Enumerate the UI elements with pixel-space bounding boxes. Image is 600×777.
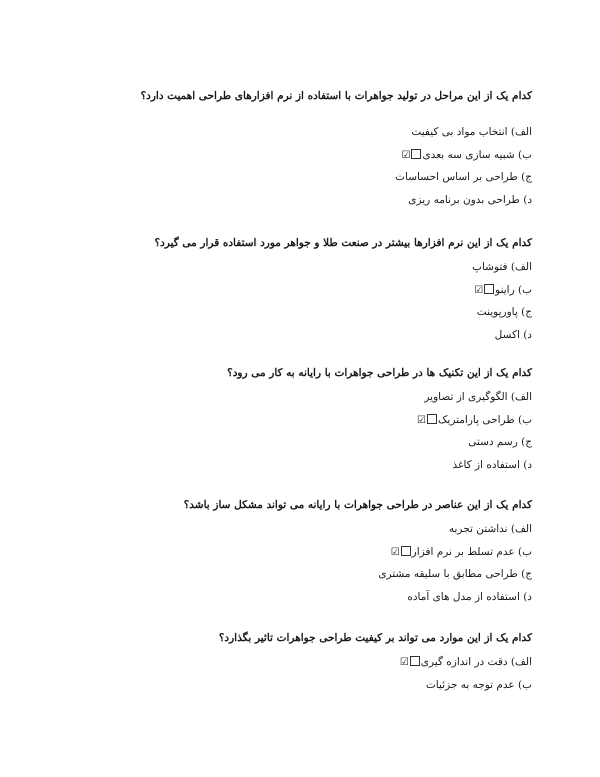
checked-box-icon: ☑ (399, 657, 409, 668)
option-c: ج) طراحی بر اساس احساسات (395, 171, 532, 183)
option-c: ج) پاورپوینت (476, 306, 532, 318)
option-b: ب) عدم توجه به جزئیات (425, 678, 532, 691)
question-1 (62, 89, 532, 215)
option-a: الف) فتوشاپ (472, 261, 532, 273)
empty-box-icon (411, 149, 421, 159)
checked-box-icon: ☑ (417, 414, 427, 426)
question-2 (62, 236, 532, 350)
checked-box-icon: ☑ (390, 546, 400, 558)
option-d: د) اکسل (494, 328, 532, 341)
question-4 (62, 498, 532, 612)
checked-box-icon: ☑ (474, 284, 484, 296)
empty-box-icon (427, 414, 437, 424)
question-3 (62, 366, 532, 480)
option-a: الف) دقت در اندازه گیری☑ (399, 656, 532, 668)
question-title: کدام یک از این تکنیک ها در طراحی جواهرات با رایانه به کار می رود؟ (227, 367, 532, 379)
option-c: ج) رسم دستی (468, 436, 532, 448)
question-5 (62, 631, 532, 700)
empty-box-icon (410, 656, 420, 666)
option-c: ج) طراحی مطابق با سلیقه مشتری (378, 568, 532, 580)
option-a: الف) نداشتن تجربه (448, 523, 532, 535)
option-b: ب) طراحی پارامتریک☑ (417, 413, 532, 426)
empty-box-icon (484, 284, 494, 294)
question-title: کدام یک از این مراحل در تولید جواهرات با استفاده از نرم افزارهای طراحی اهمیت دارد؟ (140, 90, 532, 102)
empty-box-icon (401, 546, 411, 556)
question-title: کدام یک از این موارد می تواند بر کیفیت طراحی جواهرات تاثیر بگذارد؟ (218, 632, 532, 644)
option-d: د) طراحی بدون برنامه ریزی (408, 193, 532, 206)
option-b: ب) راینو☑ (474, 283, 532, 296)
option-d: د) استفاده از مدل های آماده (407, 590, 532, 603)
question-title: کدام یک از این عناصر در طراحی جواهرات با رایانه می تواند مشکل ساز باشد؟ (183, 499, 532, 511)
option-a: الف) انتخاب مواد بی کیفیت (411, 126, 532, 138)
checked-box-icon: ☑ (401, 149, 411, 161)
question-title: کدام یک از این نرم افزارها بیشتر در صنعت طلا و جواهر مورد استفاده قرار می گیرد؟ (154, 237, 532, 249)
option-d: د) استفاده از کاغذ (452, 458, 532, 471)
option-b: ب) عدم تسلط بر نرم افزار☑ (390, 545, 532, 558)
option-a: الف) الگوگیری از تصاویر (424, 391, 532, 403)
option-b: ب) شبیه سازی سه بعدی☑ (401, 148, 532, 161)
